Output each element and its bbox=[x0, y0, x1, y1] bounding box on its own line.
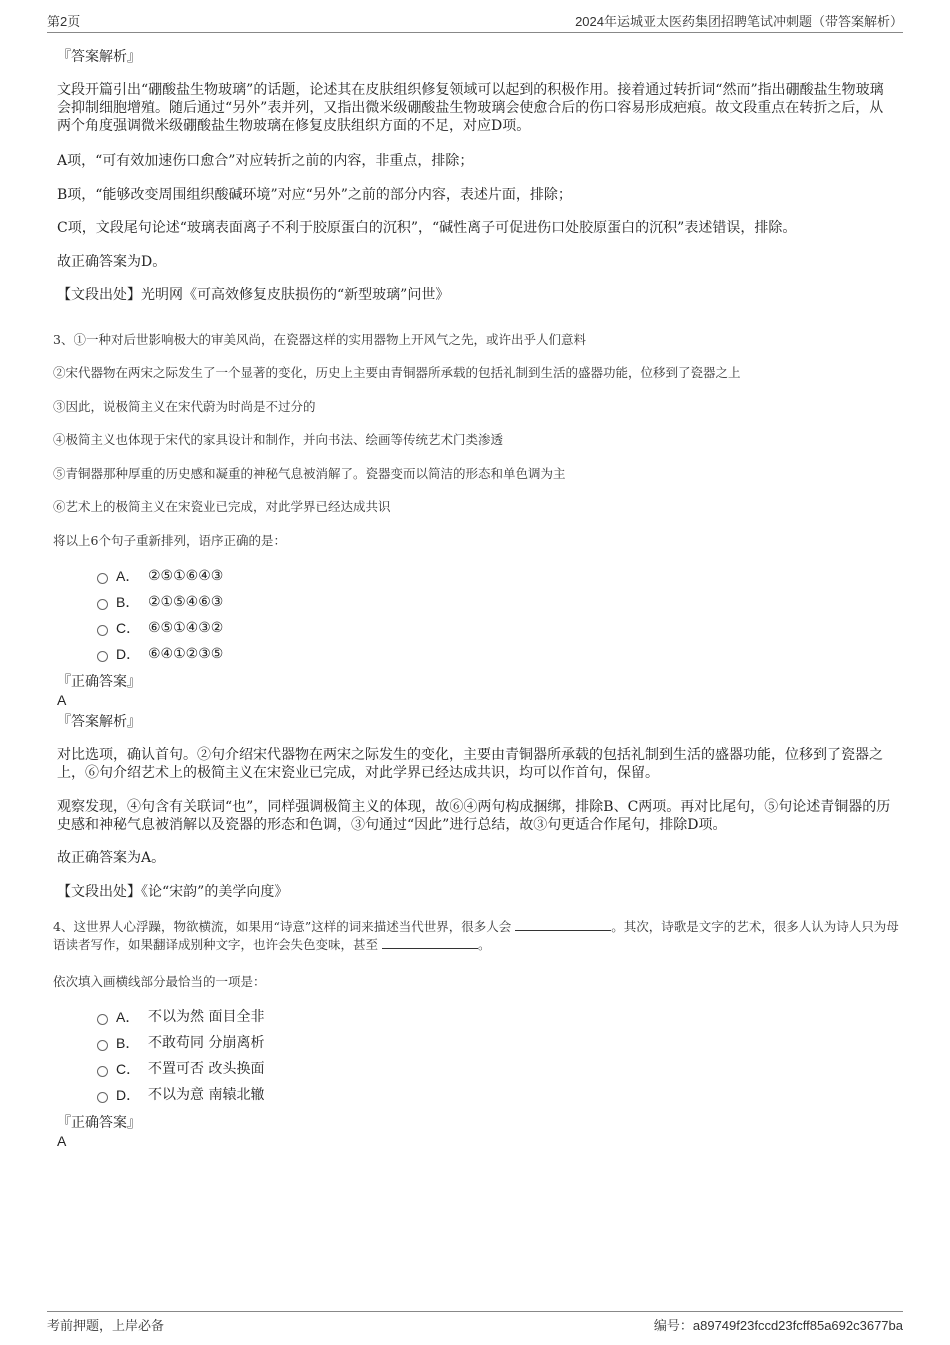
q3-analysis-paragraph-2: 观察发现，④句含有关联词“也”，同样强调极简主义的体现，故⑥④两句构成捆绑，排除B、C两项。再对比尾句，⑤句论述青铜器的历史感和神秘气息被消解以及瓷器的形态和色调，③句通过“因此”进行总结，故③句更适合作尾句，排除D项。 bbox=[57, 799, 891, 833]
option-text: ⑥④①②③⑤ bbox=[148, 646, 224, 662]
q3-conclusion: 故正确答案为A。 bbox=[57, 850, 166, 866]
q4-stem-part-2: 。其次，诗歌是文字的艺术，很多人认为诗人只为母语读者写作，如果翻译成别种文字，也许会失色变味，甚至 bbox=[53, 919, 899, 952]
q3-sentence-1: 3、①一种对后世影响极大的审美风尚，在瓷器这样的实用器物上开风气之先，或许出乎人们意料 bbox=[53, 332, 586, 347]
q4-prompt: 依次填入画横线部分最恰当的一项是： bbox=[53, 974, 266, 989]
q3-sentence-4: ④极简主义也体现于宋代的家具设计和制作，并向书法、绘画等传统艺术门类渗透 bbox=[53, 432, 504, 447]
q3-option-a[interactable] bbox=[97, 567, 223, 585]
q3-sentence-5: ⑤青铜器那种厚重的历史感和凝重的神秘气息被消解了。瓷器变而以简洁的形态和单色调为主 bbox=[53, 466, 566, 481]
q3-answer-label: 『正确答案』 bbox=[57, 674, 141, 690]
document-title: 2024年运城亚太医药集团招聘笔试冲刺题（带答案解析） bbox=[575, 14, 903, 29]
q3-analysis-paragraph-1: 对比选项，确认首句。②句介绍宋代器物在两宋之际发生的变化，主要由青铜器所承载的包括礼制到生活的盛器功能，位移到了瓷器之上，⑥句介绍艺术上的极简主义在宋瓷业已完成，对此学界已经达成共识，均可以作首句，保留。 bbox=[57, 747, 883, 781]
option-letter: A． bbox=[116, 1009, 140, 1025]
option-letter: B． bbox=[116, 1035, 140, 1051]
q2-source: 【文段出处】光明网《可高效修复皮肤损伤的“新型玻璃”问世》 bbox=[57, 287, 450, 303]
q2-conclusion: 故正确答案为D。 bbox=[57, 254, 167, 270]
radio-icon[interactable] bbox=[97, 1014, 108, 1025]
q3-source: 【文段出处】《论“宋韵”的美学向度》 bbox=[57, 884, 289, 900]
footer-slogan: 考前押题，上岸必备 bbox=[47, 1318, 165, 1333]
q3-sentence-3: ③因此，说极简主义在宋代蔚为时尚是不过分的 bbox=[53, 399, 316, 414]
page-header bbox=[47, 12, 903, 33]
q4-answer-label: 『正确答案』 bbox=[57, 1115, 141, 1131]
radio-icon[interactable] bbox=[97, 1066, 108, 1077]
document-id: 编号：a89749f23fccd23fcff85a692c3677ba bbox=[653, 1318, 903, 1333]
option-letter: D． bbox=[116, 1087, 141, 1103]
q4-blank-2 bbox=[382, 936, 478, 949]
q4-option-b[interactable] bbox=[97, 1034, 264, 1052]
q3-option-b[interactable] bbox=[97, 593, 223, 611]
q4-option-a[interactable] bbox=[97, 1008, 264, 1026]
q3-answer: A bbox=[57, 692, 67, 708]
q3-analysis-label: 『答案解析』 bbox=[57, 714, 141, 730]
radio-icon[interactable] bbox=[97, 1092, 108, 1103]
option-letter: C． bbox=[116, 1061, 141, 1077]
q2-option-b-analysis: B项，“能够改变周围组织酸碱环境”对应“另外”之前的部分内容，表述片面，排除； bbox=[57, 187, 572, 203]
q3-sentence-6: ⑥艺术上的极简主义在宋瓷业已完成，对此学界已经达成共识 bbox=[53, 499, 391, 514]
q4-stem bbox=[53, 918, 903, 954]
q4-stem-part-1: 4、这世界人心浮躁，物欲横流，如果用“诗意”这样的词来描述当代世界，很多人会 bbox=[53, 919, 512, 934]
option-letter: A． bbox=[116, 568, 140, 584]
option-text: 不以为然 面目全非 bbox=[148, 1009, 265, 1025]
option-text: 不敢苟同 分崩离析 bbox=[148, 1035, 265, 1051]
q4-blank-1 bbox=[515, 918, 611, 931]
option-letter: B． bbox=[116, 594, 140, 610]
q4-answer: A bbox=[57, 1133, 67, 1149]
radio-icon[interactable] bbox=[97, 625, 108, 636]
q2-option-a-analysis: A项，“可有效加速伤口愈合”对应转折之前的内容，非重点，排除； bbox=[57, 153, 474, 169]
option-letter: C． bbox=[116, 620, 141, 636]
option-text: 不置可否 改头换面 bbox=[148, 1061, 265, 1077]
q3-option-d[interactable] bbox=[97, 645, 223, 663]
q3-sentence-2: ②宋代器物在两宋之际发生了一个显著的变化，历史上主要由青铜器所承载的包括礼制到生活的盛器功能，位移到了瓷器之上 bbox=[53, 365, 741, 380]
option-text: ⑥⑤①④③② bbox=[148, 620, 224, 636]
radio-icon[interactable] bbox=[97, 573, 108, 584]
q4-option-d[interactable] bbox=[97, 1086, 264, 1104]
option-text: ②⑤①⑥④③ bbox=[148, 568, 224, 584]
page-number: 第2页 bbox=[47, 14, 81, 29]
q4-option-c[interactable] bbox=[97, 1060, 264, 1078]
q2-analysis-label: 『答案解析』 bbox=[57, 49, 141, 65]
q3-option-c[interactable] bbox=[97, 619, 223, 637]
page-footer bbox=[47, 1311, 903, 1333]
q2-analysis-paragraph: 文段开篇引出“硼酸盐生物玻璃”的话题，论述其在皮肤组织修复领域可以起到的积极作用。接着通过转折词“然而”指出硼酸盐生物玻璃会抑制细胞增殖。随后通过“另外”表并列，又指出微米级硼酸盐生物玻璃会使愈合后的伤口容易形成疤痕。故文段重点在转折之后，从两个角度强调微米级硼酸盐生物玻璃在修复皮肤组织方面的不足，对应D项。 bbox=[57, 82, 884, 134]
q4-stem-part-3: 。 bbox=[478, 937, 491, 952]
option-letter: D． bbox=[116, 646, 141, 662]
q2-option-c-analysis: C项，文段尾句论述“玻璃表面离子不利于胶原蛋白的沉积”，“碱性离子可促进伤口处胶原蛋白的沉积”表述错误，排除。 bbox=[57, 220, 797, 236]
option-text: 不以为意 南辕北辙 bbox=[148, 1087, 265, 1103]
option-text: ②①⑤④⑥③ bbox=[148, 594, 224, 610]
q3-prompt: 将以上6个句子重新排列，语序正确的是： bbox=[53, 533, 286, 548]
radio-icon[interactable] bbox=[97, 1040, 108, 1051]
radio-icon[interactable] bbox=[97, 651, 108, 662]
radio-icon[interactable] bbox=[97, 599, 108, 610]
